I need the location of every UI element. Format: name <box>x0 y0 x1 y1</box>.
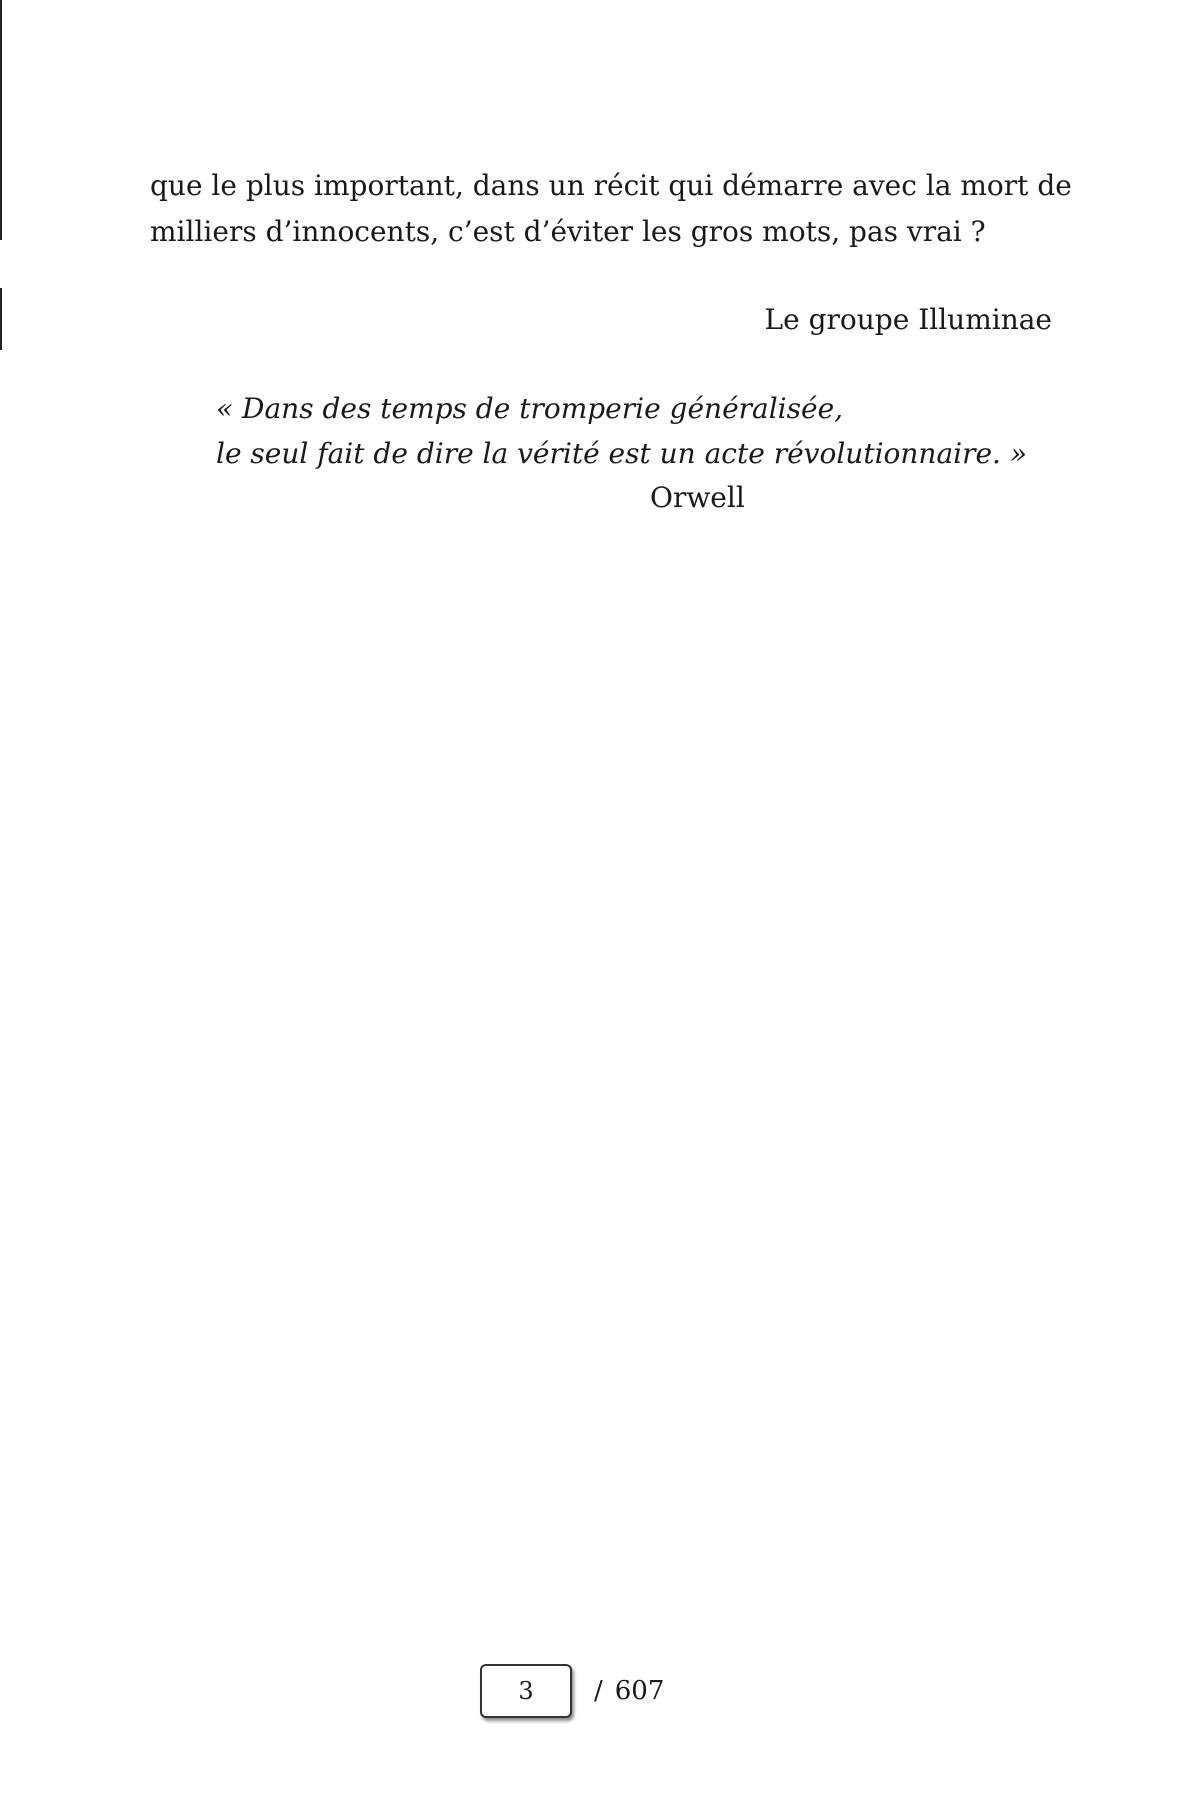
page-separator: / <box>594 1676 603 1706</box>
body-text-line-2: milliers d’innocents, c’est d’éviter les gros mots, pas vrai ? <box>150 215 986 248</box>
current-page-input[interactable] <box>480 1664 572 1718</box>
epigraph-line-2: le seul fait de dire la vérité est un acte révolutionnaire. » <box>216 437 1027 470</box>
epigraph-line-1: « Dans des temps de tromperie généralisée, <box>216 392 844 425</box>
page-navigator <box>480 1664 664 1718</box>
body-text-line-1: que le plus important, dans un récit qui démarre avec la mort de <box>150 169 1072 202</box>
page-edge-mark-top <box>0 0 2 240</box>
signature: Le groupe Illuminae <box>764 303 1052 336</box>
page-edge-mark-bottom <box>0 288 2 350</box>
current-page-number: 3 <box>518 1677 534 1705</box>
epigraph-author: Orwell <box>650 481 745 514</box>
total-pages: 607 <box>614 1676 665 1706</box>
